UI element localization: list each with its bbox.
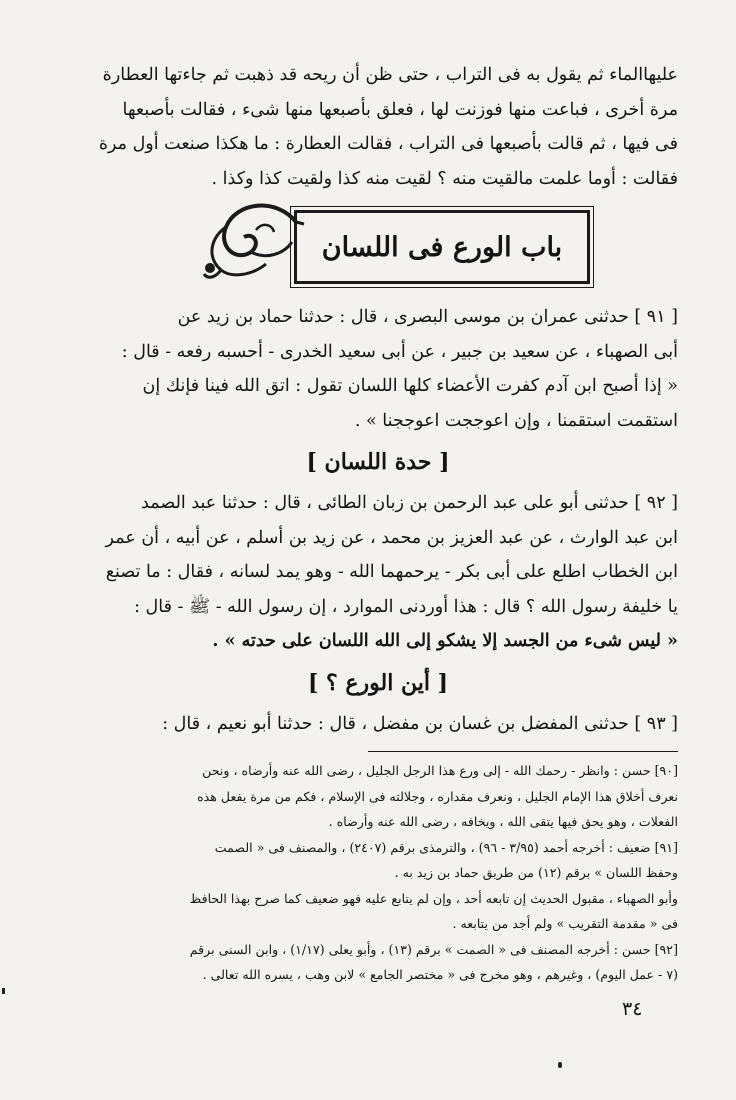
scan-edge-mark bbox=[2, 988, 5, 994]
text-line: عليهاالماء ثم يقول به فى التراب ، حتى ظن أن ريحه قد ذهبت ثم جاءتها العطارة bbox=[102, 65, 678, 85]
section-heading: [ حدة اللسان ] bbox=[306, 449, 450, 475]
footnote-line: وأبو الصهباء ، مقبول الحديث إن تابعه أحد ، وإن لم يتابع عليه فهو ضعيف كما صرح بهذا الحافظ bbox=[189, 890, 678, 906]
text-line: فى فيها ، ثم قالت بأصبعها فى التراب ، فقالت العطارة : ما هكذا صنعت أول مرة bbox=[98, 134, 678, 154]
footnotes bbox=[78, 758, 678, 988]
footnote-line: الفعلات ، وهو يحق فيها يتقى الله ، ويخافه ، رضى الله عنه وأرضاه . bbox=[328, 814, 678, 829]
text-line: يا خليفة رسول الله ؟ قال : هذا أوردنى الموارد ، إن رسول الله - ﷺ - قال : bbox=[134, 596, 678, 617]
text-line: ابن الخطاب اطلع على أبى بكر - يرحمهما الله - وهو يمد لسانه ، فقال : ما تصنع bbox=[105, 562, 678, 582]
chapter-banner bbox=[78, 202, 678, 294]
text-line: « ليس شىء من الجسد إلا يشكو إلى الله اللسان على حدته » . bbox=[212, 631, 678, 651]
footnote-line: [٩٠] حسن : وانظر - رحمك الله - إلى ورع هذا الرجل الجليل ، رضى الله عنه وأرضاه ، ونحن bbox=[202, 763, 678, 778]
footnote-line: نعرف أخلاق هذا الإمام الجليل ، ونعرف مقداره ، وجلالته فى الإسلام ، فكم من مرة يفعل هذه bbox=[197, 788, 678, 804]
footnote-line: فى « مقدمة التقريب » ولم أجد من يتابعه . bbox=[452, 916, 678, 931]
floral-ornament-icon bbox=[196, 202, 306, 292]
hadith-93 bbox=[78, 707, 678, 742]
text-line: فقالت : أوما علمت مالقيت منه ؟ لقيت منه كذا ولقيت كذا وكذا . bbox=[211, 168, 678, 189]
text-line: ابن عبد الوارث ، عن عبد العزيز بن محمد ، عن زيد بن أسلم ، عن أبيه ، أن عمر bbox=[105, 527, 678, 548]
text-line: « إذا أصبح ابن آدم كفرت الأعضاء كلها اللسان تقول : اتق الله فينا فإنك إن bbox=[142, 376, 678, 396]
hadith-92 bbox=[78, 486, 678, 659]
scan-speck bbox=[558, 1062, 562, 1068]
chapter-frame bbox=[294, 210, 590, 284]
chapter-title: باب الورع فى اللسان bbox=[321, 231, 563, 263]
text-line: مرة أخرى ، فباعت منها فوزنت لها ، فعلق بأصبعها منها شىء ، فقالت بأصبعها bbox=[122, 99, 678, 120]
hadith-91 bbox=[78, 300, 678, 438]
footnote-line: وحفظ اللسان » برقم (١٢) من طريق حماد بن زيد به . bbox=[394, 865, 678, 880]
intro-paragraph bbox=[78, 58, 678, 196]
text-line: [ ٩٢ ] حدثنى أبو على عبد الرحمن بن زبان الطائى ، قال : حدثنا عبد الصمد bbox=[141, 493, 678, 513]
section-heading: [ أين الورع ؟ ] bbox=[307, 669, 449, 696]
page-number: ٣٤ bbox=[622, 998, 643, 1020]
footnote-line: [٩٢] حسن : أخرجه المصنف فى « الصمت » برقم (١٣) ، وأبو يعلى (١/١٧) ، وابن السنى برقم bbox=[189, 941, 678, 957]
footnote-line: (٧ - عمل اليوم) ، وغيرهم ، وهو مخرج فى « مختصر الجامع » لابن وهب ، يسره الله تعالى . bbox=[202, 967, 678, 982]
text-line: [ ٩٣ ] حدثنى المفضل بن غسان بن مفضل ، قال : حدثنا أبو نعيم ، قال : bbox=[162, 713, 678, 734]
book-page bbox=[78, 58, 678, 988]
text-line: أبى الصهباء ، عن سعيد بن جبير ، عن أبى سعيد الخدرى - أحسبه رفعه - قال : bbox=[121, 341, 678, 362]
text-line: استقمت استقمنا ، وإن اعوججت اعوججنا » . bbox=[354, 410, 678, 431]
footnote-line: [٩١] ضعيف : أخرجه أحمد (٣/٩٥ - ٩٦) ، والترمذى برقم (٢٤٠٧) ، والمصنف فى « الصمت bbox=[214, 839, 678, 855]
text-line: [ ٩١ ] حدثنى عمران بن موسى البصرى ، قال : حدثنا حماد بن زيد عن bbox=[177, 307, 678, 327]
footnote-divider bbox=[368, 751, 678, 752]
